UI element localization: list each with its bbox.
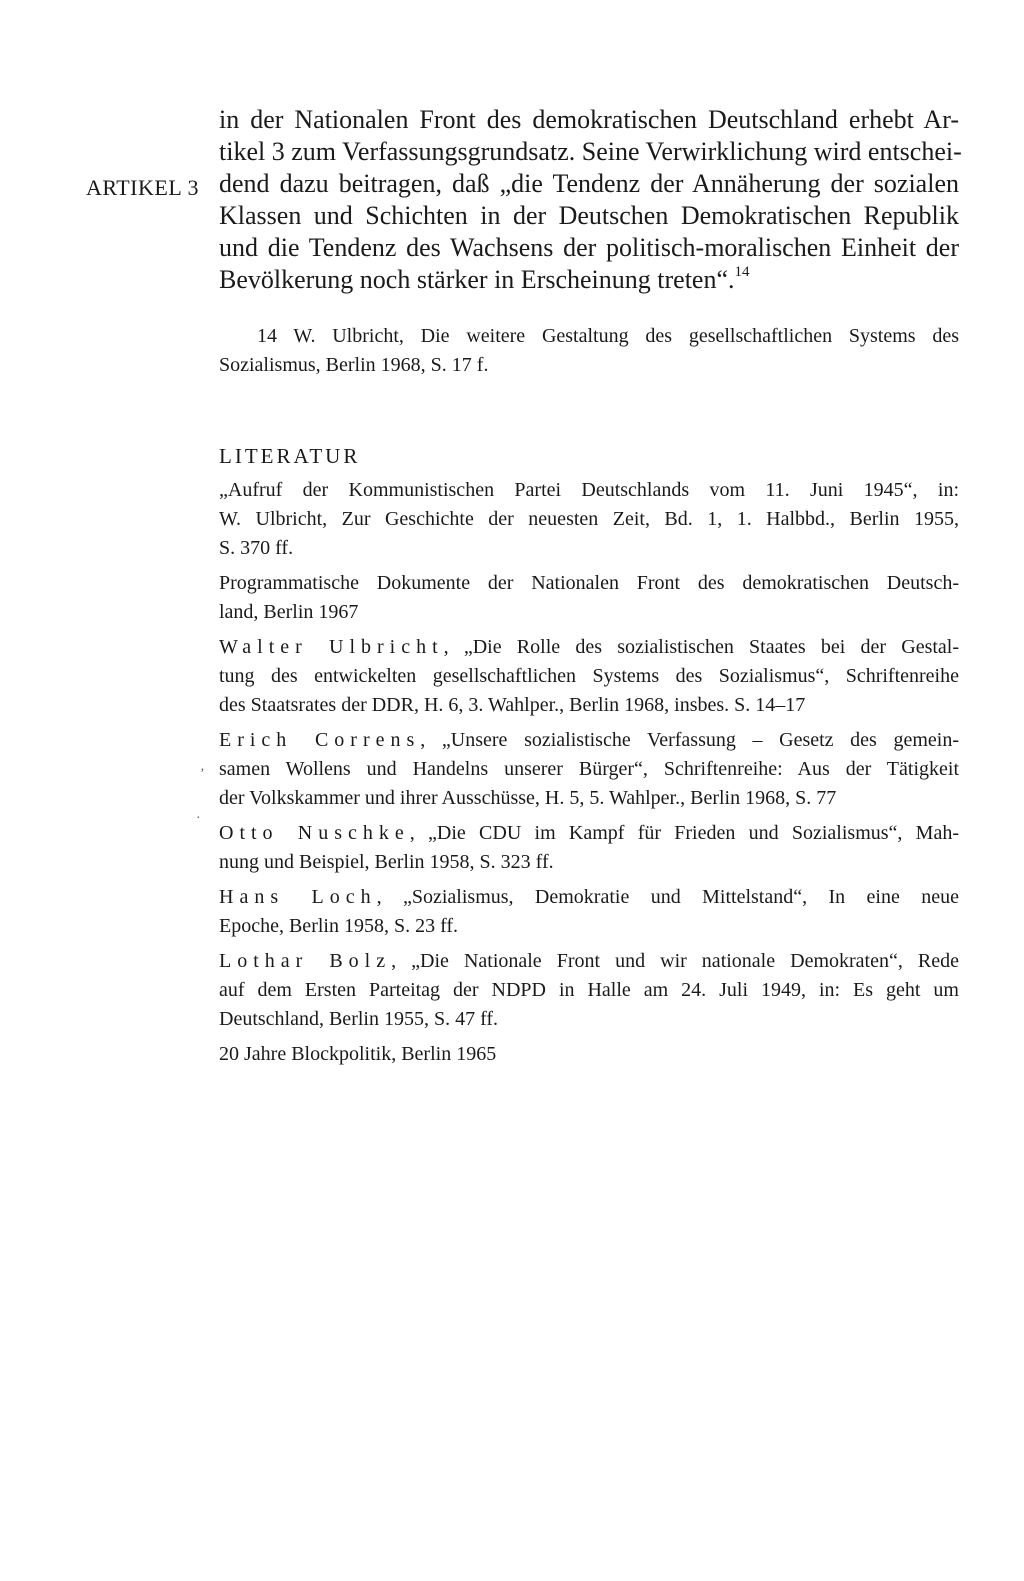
entry-author: Lothar Bolz (219, 950, 392, 972)
main-text-line: dend dazu beitragen, daß „die Tendenz der Annäherung der sozialen (219, 169, 959, 198)
footnote-line: Sozialismus, Berlin 1968, S. 17 f. (219, 354, 489, 376)
main-text-line: und die Tendenz des Wachsens der politisch-moralischen Einheit der (219, 233, 959, 262)
literature-entry (219, 569, 959, 627)
main-text-line: Bevölkerung noch stärker in Erscheinung treten“. (219, 265, 735, 294)
entry-line: des Staatsrates der DDR, H. 6, 3. Wahlper., Berlin 1968, insbes. S. 14–17 (219, 694, 806, 716)
entry-line: 20 Jahre Blockpolitik, Berlin 1965 (219, 1043, 497, 1065)
entry-first-line (219, 947, 959, 976)
literature-entry (219, 726, 959, 813)
main-text-line: Klassen und Schichten in der Deutschen Demokratischen Republik (219, 201, 959, 230)
entry-line: , „Sozialismus, Demokratie und Mittelstand“, In eine neue (376, 886, 959, 908)
margin-label-article: ARTIKEL 3 (86, 175, 199, 200)
scan-speck: ‚ (200, 759, 205, 774)
entry-line: samen Wollens und Handelns unserer Bürger“, Schriftenreihe: Aus der Tätigkeit (219, 758, 959, 780)
footnote-reference: 14 (734, 264, 750, 280)
literature-entry (219, 883, 959, 941)
literature-entry (219, 819, 959, 877)
entry-line: W. Ulbricht, Zur Geschichte der neuesten Zeit, Bd. 1, 1. Halbbd., Berlin 1955, (219, 508, 959, 530)
entry-author: Erich Correns (219, 729, 421, 751)
entry-line: , „Die CDU im Kampf für Frieden und Sozialismus“, Mah- (409, 822, 959, 844)
entry-line: Deutschland, Berlin 1955, S. 47 ff. (219, 1008, 499, 1030)
entry-line: auf dem Ersten Parteitag der NDPD in Halle am 24. Juli 1949, in: Es geht um (219, 979, 959, 1001)
literature-entry (219, 947, 959, 1034)
entry-line: nung und Beispiel, Berlin 1958, S. 323 ff. (219, 851, 554, 873)
entry-author: Otto Nuschke (219, 822, 410, 844)
entry-line: , „Die Nationale Front und wir nationale Demokraten“, Rede (391, 950, 959, 972)
main-text-line: tikel 3 zum Verfassungsgrundsatz. Seine Verwirklichung wird entschei- (219, 137, 962, 166)
entry-first-line (219, 633, 959, 662)
main-text-last-line (219, 264, 959, 296)
entry-first-line (219, 726, 959, 755)
literature-entry (219, 1040, 959, 1069)
entry-author: Walter Ulbricht (219, 636, 444, 658)
entry-line: Epoche, Berlin 1958, S. 23 ff. (219, 915, 459, 937)
literature-heading: LITERATUR (219, 444, 361, 468)
entry-line: „Aufruf der Kommunistischen Partei Deutschlands vom 11. Juni 1945“, in: (219, 479, 959, 501)
entry-line: der Volkskammer und ihrer Ausschüsse, H. 5, 5. Wahlper., Berlin 1968, S. 77 (219, 787, 837, 809)
literature-list (219, 476, 959, 1075)
entry-first-line (219, 819, 959, 848)
entry-line: Programmatische Dokumente der Nationalen Front des demokratischen Deutsch- (219, 572, 959, 594)
footnote-14 (219, 322, 959, 380)
main-text-line: in der Nationalen Front des demokratischen Deutschland erhebt Ar- (219, 105, 959, 134)
literature-entry (219, 476, 959, 563)
scan-speck: · (196, 811, 201, 826)
entry-line: S. 370 ff. (219, 537, 294, 559)
entry-line: tung des entwickelten gesellschaftlichen Systems des Sozialismus“, Schriftenreihe (219, 665, 959, 687)
footnote-line: 14 W. Ulbricht, Die weitere Gestaltung des gesellschaftlichen Systems des (257, 325, 959, 347)
main-paragraph (219, 104, 962, 296)
entry-line: , „Die Rolle des sozialistischen Staates bei der Gestal- (443, 636, 959, 658)
entry-first-line (219, 883, 959, 912)
entry-line: land, Berlin 1967 (219, 601, 359, 623)
literature-entry (219, 633, 959, 720)
entry-line: , „Unsere sozialistische Verfassung – Gesetz des gemein- (420, 729, 960, 751)
entry-author: Hans Loch (219, 886, 377, 908)
